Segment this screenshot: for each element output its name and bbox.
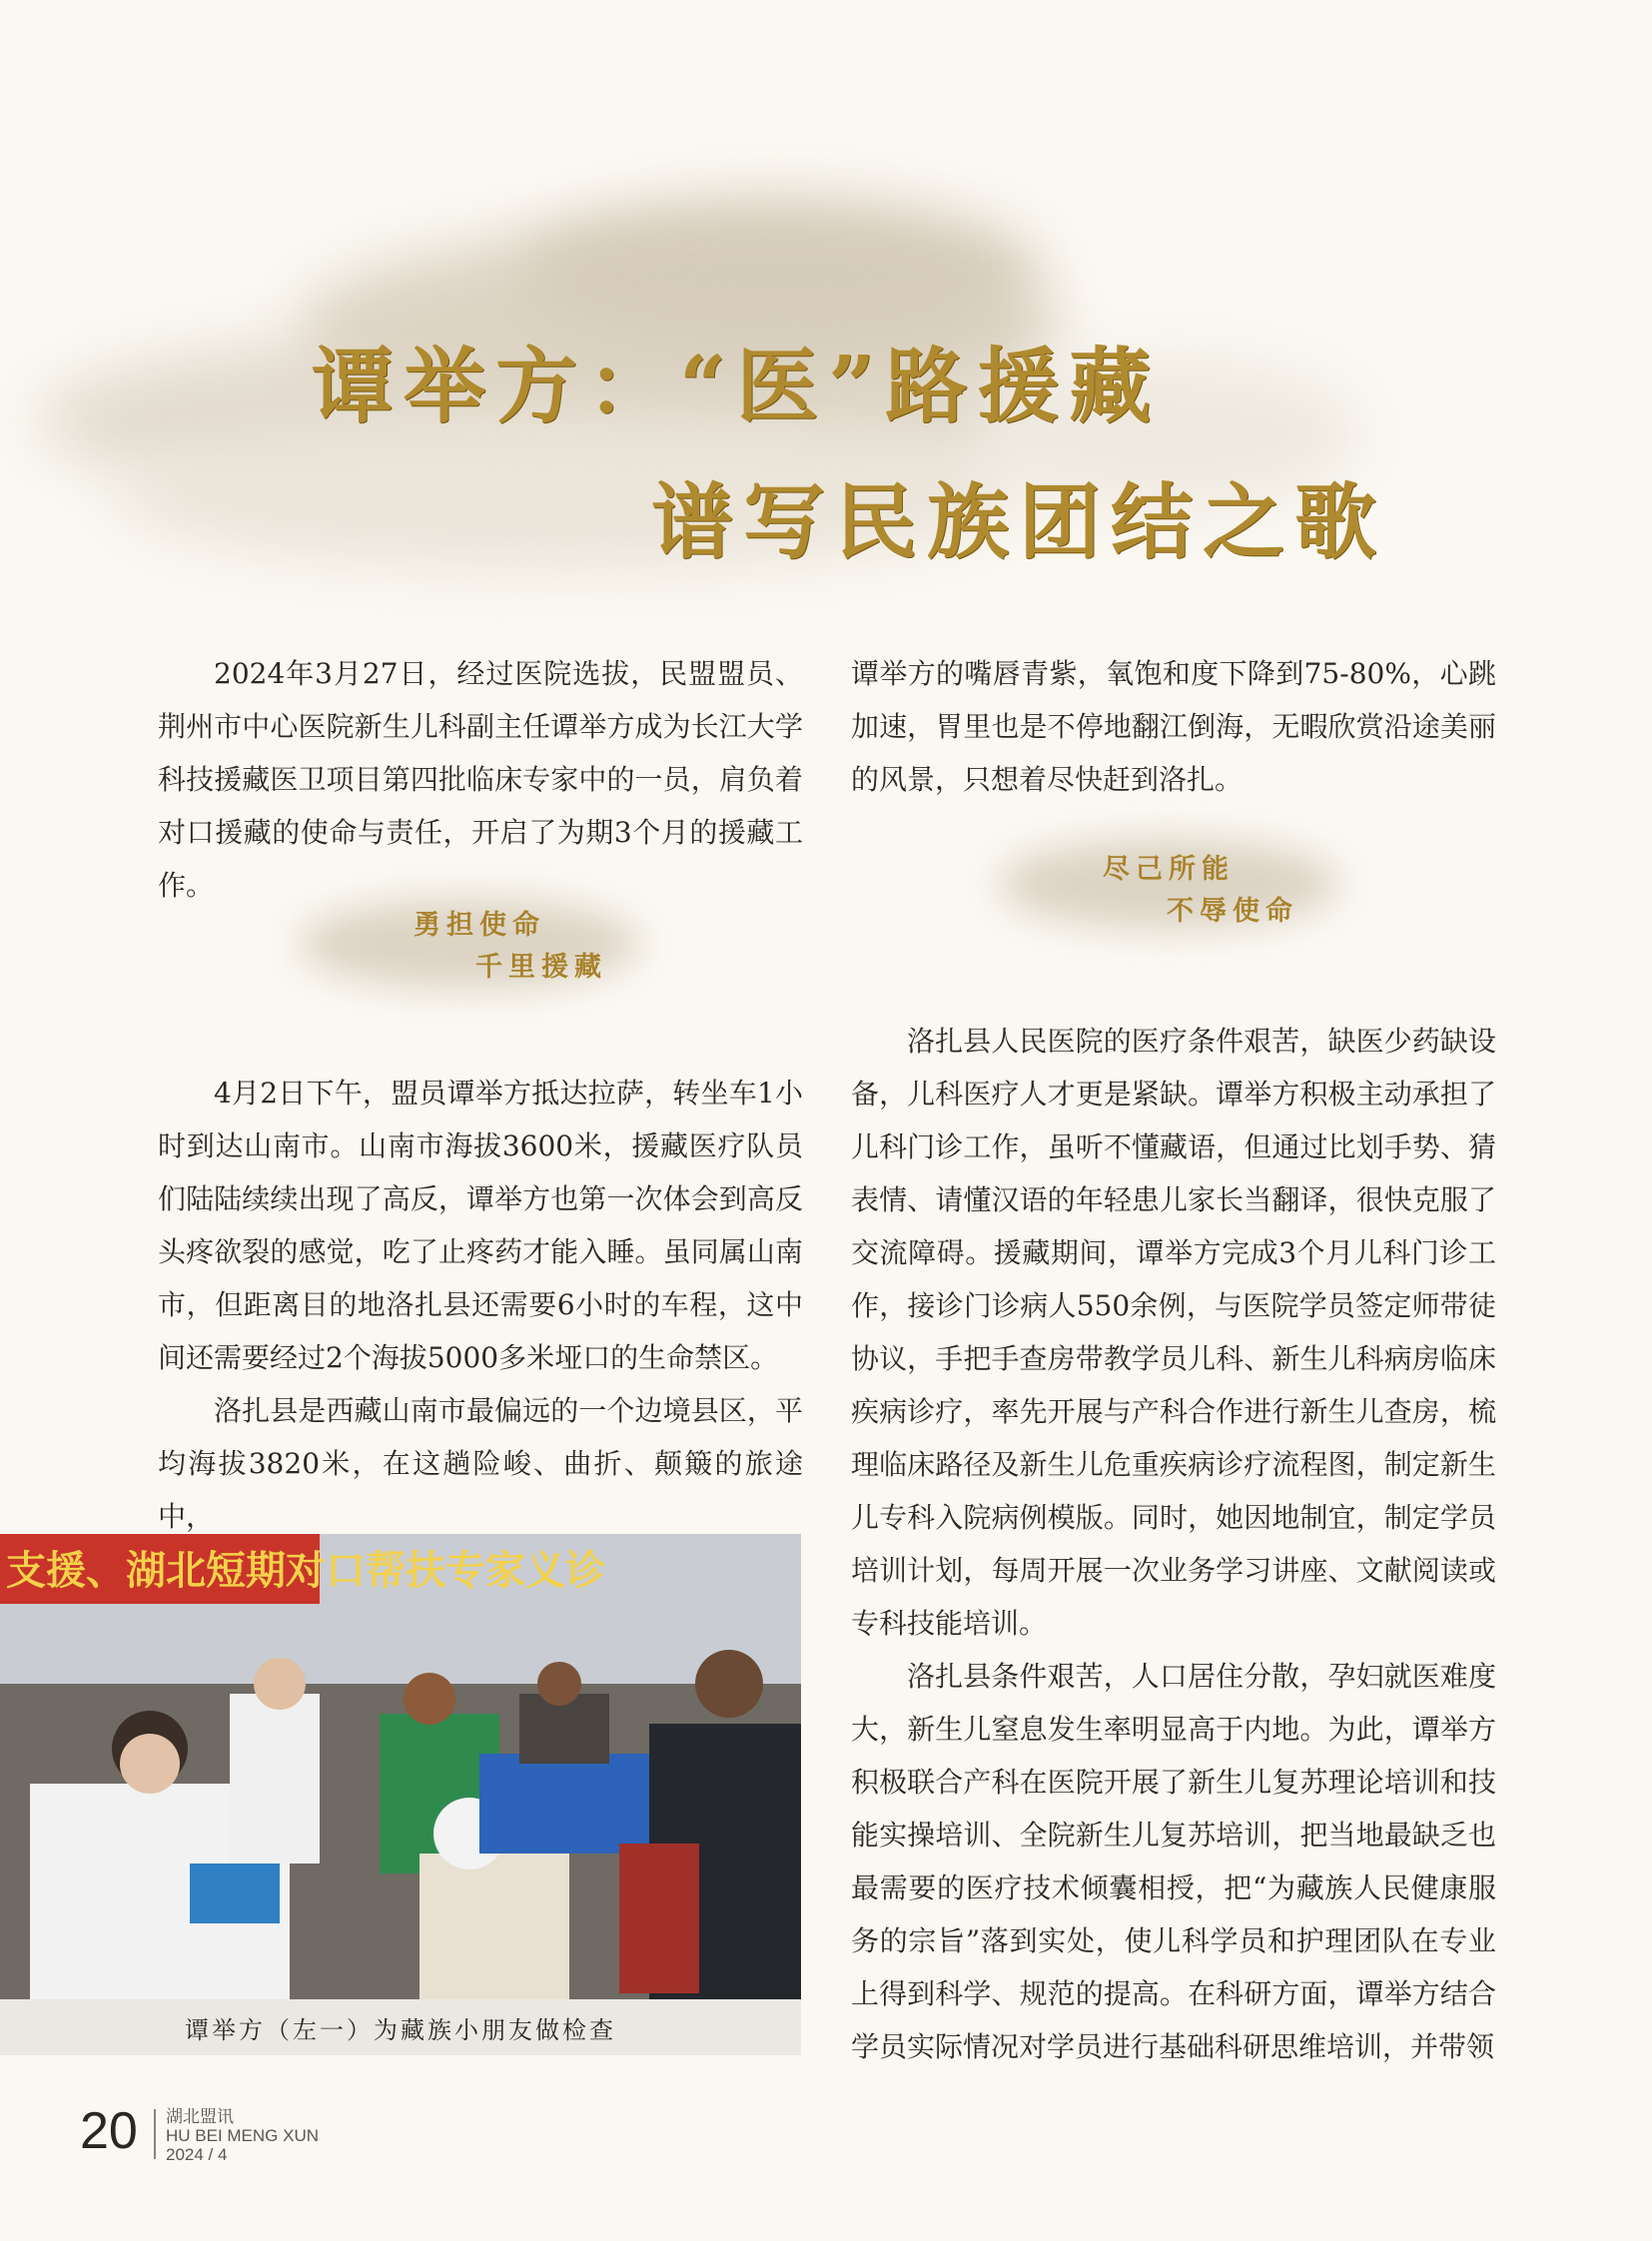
photo-banner-text: 支援、湖北短期对口帮扶专家义诊 — [6, 1548, 605, 1594]
magazine-name-cn: 湖北盟讯 — [166, 2107, 234, 2126]
intro-paragraph: 2024年3月27日，经过医院选拔，民盟盟员、荆州市中心医院新生儿科副主任谭举方成为长江大学科技援藏医卫项目第四批临床专家中的一员，肩负着对口援藏的使命与责任，开启了为期3个月的援藏工作。 — [158, 657, 803, 902]
headline-line-2: 谱写民族团结之歌 — [651, 474, 1387, 570]
clinic-photo — [0, 1534, 801, 1999]
page-number: 20 — [80, 2102, 138, 2160]
continued-paragraph: 谭举方的嘴唇青紫，氧饱和度下降到75-80%，心跳加速，胃里也是不停地翻江倒海，无暇欣赏沿途美丽的风景，只想着尽快赶到洛扎。 — [851, 657, 1496, 796]
magazine-name-en: HU BEI MENG XUN — [166, 2126, 320, 2145]
right-column-body — [851, 1015, 1496, 2073]
footer-divider — [154, 2109, 156, 2159]
magazine-info — [166, 2107, 319, 2164]
headline-line-1: 谭举方：“医”路援藏 — [312, 339, 1162, 434]
subhead-1-line-1: 勇担使命 — [413, 910, 545, 941]
journey-paragraph: 洛扎县是西藏山南市最偏远的一个边境县区，平均海拔3820米，在这趟险峻、曲折、颠簸的旅途中， — [158, 1394, 803, 1533]
subhead-2-line-2: 不辱使命 — [1167, 896, 1298, 927]
clinic-paragraph: 洛扎县人民医院的医疗条件艰苦，缺医少药缺设备，儿科医疗人才更是紧缺。谭举方积极主动承担了儿科门诊工作，虽听不懂藏语，但通过比划手势、猜表情、请懂汉语的年轻患儿家长当翻译，很快克服了交流障碍。援藏期间，谭举方完成3个月儿科门诊工作，接诊门诊病人550余例，与医院学员签定师带徒协议，手把手查房带教学员儿科、新生儿科病房临床疾病诊疗，率先开展与产科合作进行新生儿查房，梳理临床路径及新生儿危重疾病诊疗流程图，制定新生儿专科入院病例模版。同时，她因地制宜，制定学员培训计划，每周开展一次业务学习讲座、文献阅读或专科技能培训。 — [851, 1025, 1496, 1640]
subhead-2-line-1: 尽己所能 — [1103, 854, 1235, 885]
left-column-top — [158, 647, 803, 912]
photo-caption: 谭举方（左一）为藏族小朋友做检查 — [0, 1999, 801, 2055]
training-paragraph: 洛扎县条件艰苦，人口居住分散，孕妇就医难度大，新生儿窒息发生率明显高于内地。为此，谭举方积极联合产科在医院开展了新生儿复苏理论培训和技能实操培训、全院新生儿复苏培训，把当地最缺乏也最需要的医疗技术倾囊相授，把“为藏族人民健康服务的宗旨”落到实处，使儿科学员和护理团队在专业上得到科学、规范的提高。在科研方面，谭举方结合学员实际情况对学员进行基础科研思维培训，并带领 — [851, 1660, 1496, 2063]
left-column-body — [158, 1067, 803, 1543]
subhead-1-line-2: 千里援藏 — [475, 952, 607, 983]
arrival-paragraph: 4月2日下午，盟员谭举方抵达拉萨，转坐车1小时到达山南市。山南市海拔3600米，援藏医疗队员们陆陆续续出现了高反，谭举方也第一次体会到高反头疼欲裂的感觉，吃了止疼药才能入睡。虽同属山南市，但距离目的地洛扎县还需要6小时的车程，这中间还需要经过2个海拔5000多米垭口的生命禁区。 — [158, 1077, 803, 1374]
issue-number: 2024 / 4 — [166, 2145, 228, 2164]
right-column-top — [851, 647, 1496, 806]
